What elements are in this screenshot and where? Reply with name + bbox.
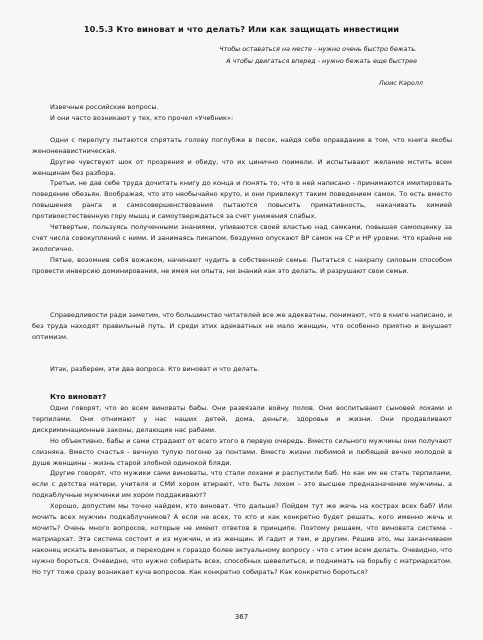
paragraph: Одни с перепугу пытаются спрятать голову поглубже в песок, найдя себе оправдание в том, что книга якобы женоненавистническая. bbox=[32, 135, 452, 155]
paragraph: Справедливости ради заметим, что большинство читателей все же адекватны, понимают, что в книге написано, и без труда находят правильный путь. И среди этих адекватных не мало женщин, что особенно приятно и внушает оптимизм. bbox=[32, 311, 452, 341]
paragraph: Извечные российские вопросы. bbox=[50, 103, 159, 111]
text-block-who-is-guilty bbox=[32, 403, 452, 578]
section-heading: 10.5.3 Кто виноват и что делать? Или как защищать инвестиции bbox=[83, 24, 400, 34]
paragraph: Третьи, не дав себе труда дочитать книгу до конца и понять то, что в ней написано - принимаются имитировать поведение обезьян. Воображая, что это необычайно круто, и они привлекут таким поведением самок. То есть вместо повышения ранга и самосовершенствования пытаются повысить примативность, накачивать химией противоестественную гору мышц и самоутверждаться за счет унижения слабых. bbox=[32, 179, 452, 221]
text-block-intro bbox=[32, 102, 452, 277]
page-number: 367 bbox=[234, 613, 249, 621]
text-block-questions bbox=[32, 364, 452, 375]
epigraph-line-1: Чтобы оставаться на месте - нужно очень быстро бежать. bbox=[219, 45, 417, 53]
paragraph: Четвертые, пользуясь полученными знаниями, упиваются своей властью над самками, повышая самооценку за счет числа совокуплений с ними. И занимаясь пикапом, бездумно опускают ВР самок на СР и НР уровни. Что крайне не экологично. bbox=[32, 223, 452, 253]
paragraph: Пятые, возомнив себя вожаком, начинают чудить в собственной семье. Пытаться с нахрапу силовым способом провести инверсию доминирования, не имея ни опыта, ни знаний как это делать. И разрушают свои семьи. bbox=[32, 255, 452, 275]
paragraph: Итак, разберем, эти два вопроса. Кто виноват и что делать. bbox=[50, 365, 260, 373]
paragraph: Другие чувствуют шок от прозрения и обиду, что их цинично поимели. И испытывают желание мстить всем женщинам без разбора. bbox=[32, 157, 452, 177]
epigraph-author: Люис Кэролл bbox=[378, 79, 423, 87]
subsection-title: Кто виноват? bbox=[50, 392, 107, 401]
text-block-justice bbox=[32, 310, 452, 343]
paragraph: Одни говорят, что во всем виноваты бабы. Они развязали войну полов. Они воспитывают сыновей лохами и терпилами. Они отнимают у нас наших детей, дома, деньги, здоровье и жизни. Они продавливают дискриминационные законы, делающие нас рабами. bbox=[32, 404, 452, 434]
paragraph: Но объективно, бабы и сами страдают от всего этого в первую очередь. Вместо сильного мужчины они получают слизняка. Вместо счастья - вечную тупую погоню за понтами. Вместо жизни любимой и любящей вечно молодой в душе женщины - жизнь старой злобной одинокой бляди. bbox=[32, 436, 452, 467]
paragraph: И они часто возникают у тех, кто прочел «Учебник»: bbox=[50, 113, 234, 122]
paragraph: Хорошо, допустим мы точно найдем, кто виноват. Что дальше? Пойдем тут же жечь на кострах всех баб? Или мочить всех мужчин подкаблучников? А если не всех, то кто и как конкретно будет решать, кого именно жечь и мочить? Очень много вопросов, которые не имеют ответов в принципе. Поэтому решаем, что виновата система - матриархат. Эта система состоит и из мужчин, и из женщин. И гадит и тем, и другим. Решив это, мы заканчиваем наконец искать виноватых, и переходим к гораздо более актуальному вопросу - что с этим всем делать. Очевидно, что нужно бороться. Очевидно, что нужно собирать всех, способных шевелиться, и поднимать на борьбу с матриархатом. Но тут тоже сразу возникает куча вопросов. Как конкретно собирать? Как конкретно бороться? bbox=[32, 502, 452, 576]
epigraph-line-2: А чтобы двигаться вперед - нужно бежать еще быстрее bbox=[226, 57, 417, 65]
paragraph: Другие говорят, что мужики сами виноваты, что стали лохами и распустили баб. Но как им не стать терпилами, если с детства матери, учителя и СМИ хором втирают, что быть лохом - это высшее предназначение мужчины, а подкаблучные мужчинки им хором поддакивают? bbox=[32, 469, 452, 500]
